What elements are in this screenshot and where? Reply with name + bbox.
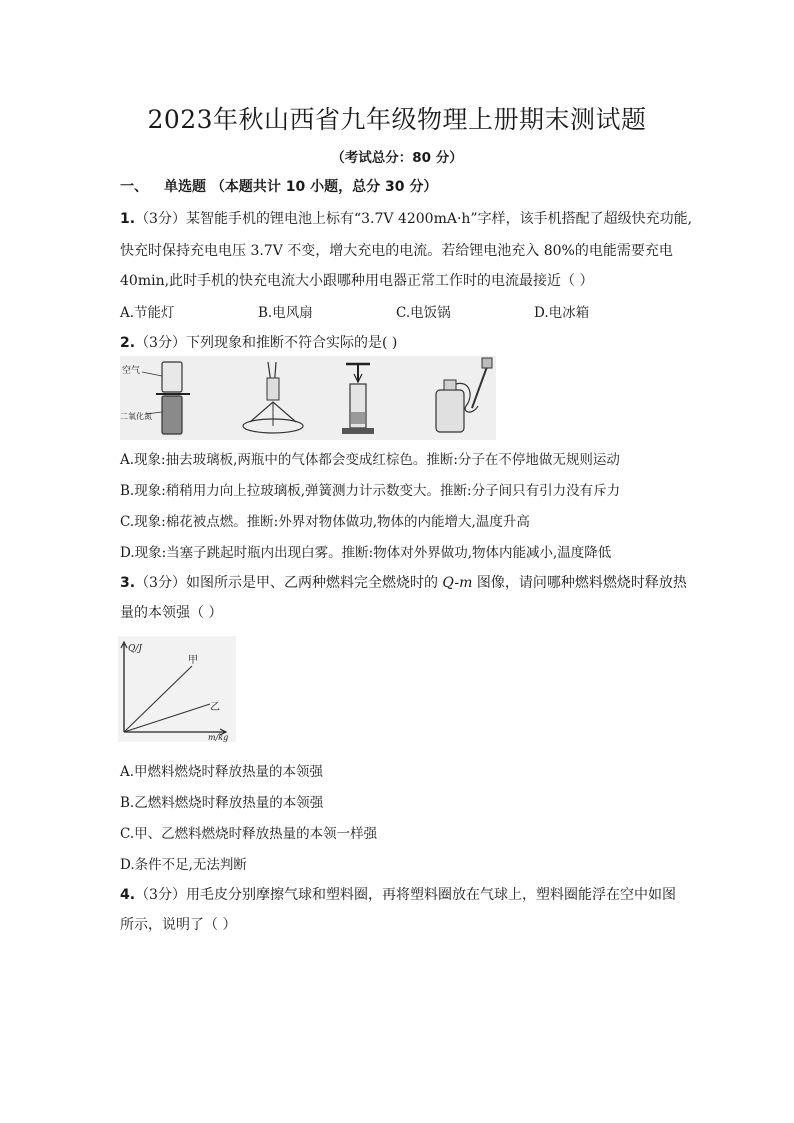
question-text-b: 图像，请问哪种燃料燃烧时释放热 bbox=[472, 575, 687, 591]
question-text: （3分）下列现象和推断不符合实际的是( ) bbox=[135, 335, 398, 351]
q2-option-c: C.现象:棉花被点燃。推断:外界对物体做功,物体的内能增大,温度升高 bbox=[120, 514, 530, 530]
q1-option-c: C.电饭锅 bbox=[396, 305, 451, 321]
question-3-line-2: 量的本领强（ ） bbox=[120, 605, 223, 621]
q1-option-b: B.电风扇 bbox=[258, 305, 313, 321]
question-number: 1. bbox=[120, 211, 136, 227]
question-3-line-1 bbox=[120, 572, 687, 592]
q3-option-d: D.条件不足,无法判断 bbox=[120, 857, 247, 873]
q3-q-m-graph bbox=[118, 636, 236, 742]
q2-option-b: B.现象:稍稍用力向上拉玻璃板,弹簧测力计示数变大。推断:分子间只有引力没有斥力 bbox=[120, 483, 621, 499]
question-text: （3分）某智能手机的锂电池上标有“3.7V 4200mA·h”字样，该手机搭配了超级快充功能, bbox=[135, 211, 693, 227]
label-yi: 乙 bbox=[210, 702, 220, 713]
section-number: 一、 bbox=[120, 179, 148, 195]
question-4-line-1 bbox=[120, 884, 676, 904]
y-axis-label: Q/J bbox=[128, 644, 143, 654]
question-text-a: （3分）如图所示是甲、乙两种燃料完全燃烧时的 bbox=[135, 575, 443, 591]
q1-option-d: D.电冰箱 bbox=[534, 305, 590, 321]
question-text: （3分）用毛皮分别摩擦气球和塑料圈，再将塑料圈放在气球上，塑料圈能浮在空中如图 bbox=[135, 887, 676, 903]
page-title: 2023年秋山西省九年级物理上册期末测试题 bbox=[147, 105, 647, 134]
air-label: 空气 bbox=[122, 366, 141, 376]
question-2-stem bbox=[120, 332, 397, 352]
question-4-line-2: 所示，说明了（ ） bbox=[120, 917, 237, 933]
question-number: 2. bbox=[120, 335, 136, 351]
question-1-line-3: 40min,此时手机的快充电流大小跟哪种用电器正常工作时的电流最接近（ ） bbox=[120, 273, 594, 289]
q1-option-a: A.节能灯 bbox=[120, 305, 175, 321]
label-jia: 甲 bbox=[188, 655, 198, 666]
gas-label: 二氧化氮 bbox=[120, 412, 152, 421]
question-variable: Q-m bbox=[442, 575, 473, 591]
section-label: 单选题 （本题共计 10 小题，总分 30 分） bbox=[164, 179, 438, 195]
q3-option-c: C.甲、乙燃料燃烧时释放热量的本领一样强 bbox=[120, 826, 378, 842]
question-1-line-1 bbox=[120, 208, 692, 228]
question-number: 4. bbox=[120, 887, 136, 903]
q3-option-a: A.甲燃料燃烧时释放热量的本领强 bbox=[120, 764, 324, 780]
question-number: 3. bbox=[120, 575, 136, 591]
q2-experiment-figures bbox=[120, 356, 496, 440]
x-axis-label: m/kg bbox=[208, 733, 229, 742]
q2-option-a: A.现象:抽去玻璃板,两瓶中的气体都会变成红棕色。推断:分子在不停地做无规则运动 bbox=[120, 452, 620, 468]
exam-total-score: （考试总分：80 分） bbox=[331, 150, 463, 166]
question-1-line-2: 快充时保持充电电压 3.7V 不变，增大充电的电流。若给锂电池充入 80%的电能需要充电 bbox=[120, 243, 673, 259]
section-heading bbox=[120, 176, 437, 196]
q2-option-d: D.现象:当塞子跳起时瓶内出现白雾。推断:物体对外界做功,物体内能减小,温度降低 bbox=[120, 545, 612, 561]
q3-option-b: B.乙燃料燃烧时释放热量的本领强 bbox=[120, 795, 324, 811]
